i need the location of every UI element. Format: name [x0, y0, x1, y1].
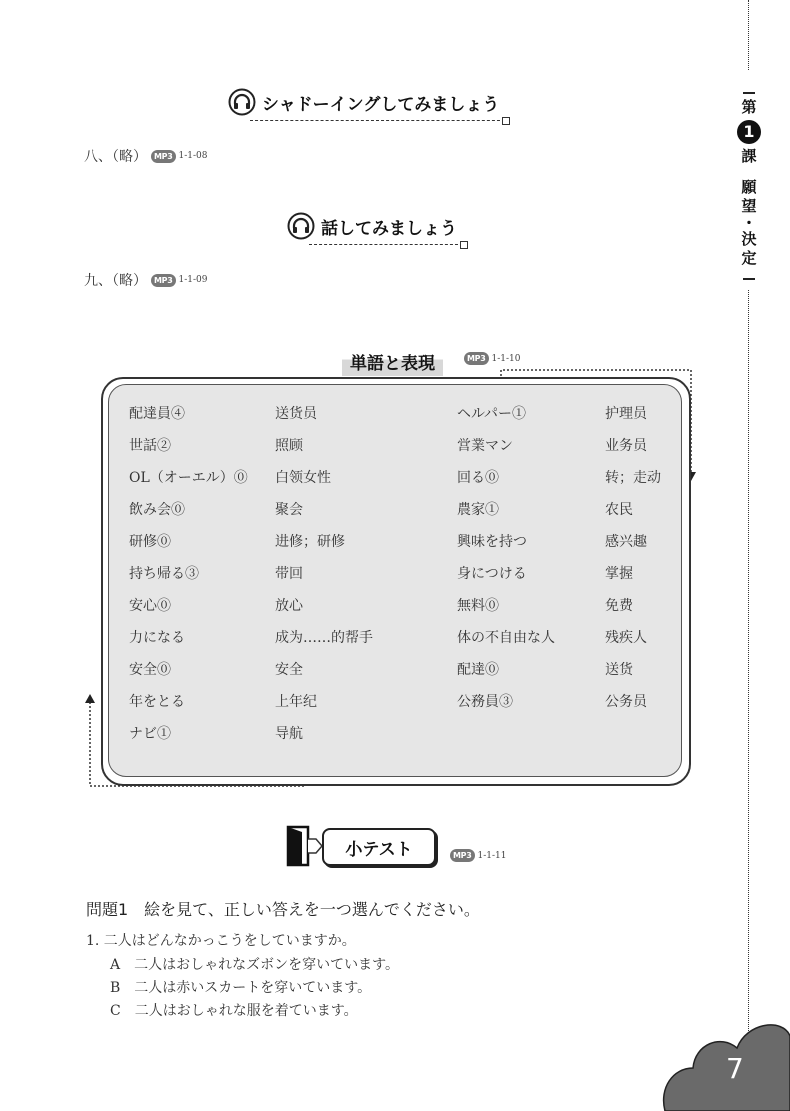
word: OL（オーエル）⓪ — [129, 470, 248, 486]
vocab-row — [109, 557, 681, 589]
quiz-audio — [446, 849, 507, 862]
mini-test-button[interactable]: 小テスト — [322, 828, 436, 866]
word: ナビ① — [129, 726, 171, 742]
word: 営業マン — [457, 438, 513, 454]
vocab-row — [109, 493, 681, 525]
topic-char: 定 — [741, 249, 757, 267]
meaning: 照顾 — [275, 438, 303, 454]
mp3-icon[interactable]: MP3 — [450, 849, 475, 862]
item-9-label: 九、（略） — [84, 273, 147, 289]
door-icon — [286, 825, 326, 867]
meaning: 放心 — [275, 598, 303, 614]
word: 研修⓪ — [129, 534, 171, 550]
word: 安心⓪ — [129, 598, 171, 614]
vocab-row — [109, 429, 681, 461]
track-number: 1-1-09 — [178, 275, 208, 285]
vocab-row — [109, 685, 681, 717]
word: 回る⓪ — [457, 470, 499, 486]
word: ヘルパー① — [457, 406, 527, 422]
word: 持ち帰る③ — [129, 566, 199, 582]
vocab-row — [109, 525, 681, 557]
vocab-row — [109, 621, 681, 653]
meaning: 成为……的帮手 — [275, 630, 373, 646]
vocab-row — [109, 589, 681, 621]
meaning: 聚会 — [275, 502, 303, 518]
word: 公務員③ — [457, 694, 513, 710]
vocab-title: 単語と表現 — [342, 346, 443, 376]
word: 身につける — [457, 566, 527, 582]
side-dotted-rule-top — [748, 0, 749, 70]
page-number: 7 — [726, 1052, 744, 1085]
mp3-icon[interactable]: MP3 — [151, 150, 176, 163]
track-number: 1-1-10 — [491, 353, 521, 364]
meaning: 转；走动 — [605, 470, 661, 486]
shadowing-heading-text: シャドーイングしてみましょう — [262, 94, 500, 115]
meaning: 导航 — [275, 726, 303, 742]
mp3-icon[interactable]: MP3 — [464, 352, 489, 365]
vocab-row — [109, 717, 681, 749]
meaning: 残疾人 — [605, 630, 647, 646]
vocab-audio — [460, 352, 521, 365]
meaning: 送货员 — [275, 406, 317, 422]
answer-option-a[interactable]: A 二人はおしゃれなズボンを穿いています。 — [110, 957, 399, 973]
answer-option-b[interactable]: B 二人は赤いスカートを穿いています。 — [110, 980, 372, 996]
item-8 — [84, 146, 208, 166]
vocab-row — [109, 461, 681, 493]
mp3-icon[interactable]: MP3 — [151, 274, 176, 287]
item-9 — [84, 270, 208, 290]
headphones-icon — [287, 212, 315, 240]
meaning: 上年纪 — [275, 694, 317, 710]
meaning: 安全 — [275, 662, 303, 678]
topic-char: 望 — [741, 197, 757, 215]
chapter-side-tab — [734, 88, 764, 284]
word: 安全⓪ — [129, 662, 171, 678]
vocab-table — [108, 384, 682, 777]
question-text: 1. 二人はどんなかっこうをしていますか。 — [86, 933, 356, 949]
meaning: 公务员 — [605, 694, 647, 710]
word: 体の不自由な人 — [457, 630, 555, 646]
speaking-heading-text: 話してみましょう — [321, 218, 457, 239]
word: 飲み会⓪ — [129, 502, 185, 518]
lesson-number: 1 — [737, 120, 761, 144]
item-8-label: 八、（略） — [84, 149, 147, 165]
page-number-cloud — [655, 1008, 790, 1111]
speaking-heading — [287, 212, 457, 240]
shadowing-heading — [228, 88, 499, 116]
topic-char: 決 — [741, 230, 757, 248]
meaning: 免费 — [605, 598, 633, 614]
topic-char: 願 — [741, 178, 757, 196]
track-number: 1-1-08 — [178, 151, 208, 161]
answer-option-c[interactable]: C 二人はおしゃれな服を着ています。 — [110, 1003, 358, 1019]
lesson-suffix: 課 — [741, 147, 757, 165]
meaning: 农民 — [605, 502, 633, 518]
word: 世話② — [129, 438, 171, 454]
word: 配達⓪ — [457, 662, 499, 678]
side-dotted-rule-bottom — [748, 290, 749, 1035]
word: 無料⓪ — [457, 598, 499, 614]
meaning: 业务员 — [605, 438, 647, 454]
meaning: 带回 — [275, 566, 303, 582]
vocab-row — [109, 653, 681, 685]
word: 興味を持つ — [457, 534, 527, 550]
meaning: 送货 — [605, 662, 633, 678]
meaning: 掌握 — [605, 566, 633, 582]
word: 農家① — [457, 502, 499, 518]
meaning: 白领女性 — [275, 470, 331, 486]
meaning: 感兴趣 — [605, 534, 647, 550]
word: 力になる — [129, 630, 185, 646]
word: 配達員④ — [129, 406, 185, 422]
meaning: 护理员 — [605, 406, 647, 422]
headphones-icon — [228, 88, 256, 116]
question-title: 問題1 絵を見て、正しい答えを一つ選んでください。 — [86, 900, 480, 919]
vocab-row — [109, 397, 681, 429]
word: 年をとる — [129, 694, 185, 710]
lesson-prefix: 第 — [741, 98, 757, 116]
topic-char: ・ — [741, 214, 757, 232]
track-number: 1-1-11 — [477, 850, 507, 861]
meaning: 进修；研修 — [275, 534, 345, 550]
